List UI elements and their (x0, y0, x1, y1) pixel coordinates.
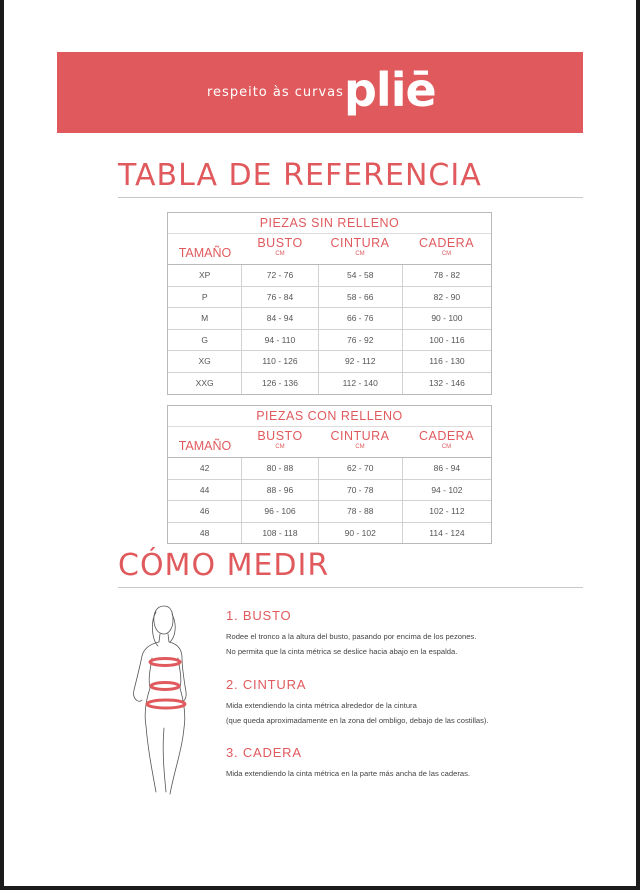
table-row (168, 265, 491, 286)
cell-waist: 70 - 78 (318, 480, 402, 501)
measure-bust (226, 608, 476, 659)
table-row (168, 286, 491, 308)
brand-logo: pliē (344, 63, 436, 117)
header-hip-label: CADERA (418, 429, 475, 443)
reference-title: TABLA DE REFERENCIA (118, 158, 482, 193)
cell-hip: 78 - 82 (402, 265, 491, 286)
header-unit: CM (355, 444, 365, 450)
size-guide-page (4, 0, 636, 886)
measure-waist-title: 2. CINTURA (226, 677, 307, 692)
header-unit: CM (275, 444, 285, 450)
cell-size: G (201, 334, 208, 345)
cell-hip: 102 - 112 (402, 501, 491, 522)
measure-bust-line: Rodee el tronco a la altura del busto, pasando por encima de los pezones. (226, 632, 477, 641)
measure-bust-line: No permita que la cinta métrica se deslice hacia abajo en la espalda. (226, 647, 458, 656)
cell-waist: 54 - 58 (318, 265, 402, 286)
table-row (168, 458, 491, 479)
cell-waist: 58 - 66 (318, 287, 402, 308)
table-body (168, 265, 491, 394)
cell-size: 46 (199, 506, 210, 517)
table-row (168, 350, 491, 372)
measure-divider (118, 587, 583, 588)
table-row (168, 329, 491, 351)
table-row (168, 307, 491, 329)
reference-divider (118, 197, 583, 198)
cell-hip: 86 - 94 (402, 458, 491, 479)
cell-size: 42 (199, 463, 210, 473)
cell-bust: 126 - 136 (241, 373, 317, 394)
header-unit: CM (441, 251, 452, 257)
cell-waist: 76 - 92 (318, 330, 402, 351)
measure-title: CÓMO MEDIR (118, 548, 330, 583)
table-title: PIEZAS CON RELLENO (168, 406, 491, 427)
cell-hip: 82 - 90 (402, 287, 491, 308)
header-bust-label: BUSTO (257, 236, 303, 250)
table-unpadded (167, 212, 492, 395)
measure-waist-line: (que queda aproximadamente en la zona del ombligo, debajo de las costillas). (226, 716, 489, 725)
cell-hip: 90 - 100 (402, 308, 491, 329)
cell-bust: 88 - 96 (241, 480, 317, 501)
header-waist (318, 427, 402, 457)
cell-size: XG (198, 356, 211, 367)
cell-hip: 94 - 102 (402, 480, 491, 501)
measure-waist (226, 677, 489, 728)
measure-hip (226, 745, 470, 781)
brand-tagline: respeito às curvas (207, 85, 344, 100)
cell-hip: 116 - 130 (402, 351, 491, 372)
table-header (168, 234, 491, 265)
table-padded (167, 405, 492, 544)
cell-size: P (201, 291, 208, 302)
table-row (168, 479, 491, 501)
cell-bust: 84 - 94 (241, 308, 317, 329)
header-size: TAMAÑO (178, 439, 232, 453)
table-row (168, 522, 491, 544)
brand-banner (57, 52, 583, 133)
cell-bust: 108 - 118 (241, 523, 317, 544)
cell-size: XP (198, 270, 211, 280)
cell-size: 44 (199, 484, 210, 495)
table-header (168, 427, 491, 458)
cell-bust: 76 - 84 (241, 287, 317, 308)
cell-hip: 132 - 146 (402, 373, 491, 394)
table-row (168, 500, 491, 522)
cell-waist: 92 - 112 (318, 351, 402, 372)
header-waist-label: CINTURA (330, 236, 390, 250)
measure-hip-line: Mida extendiendo la cinta métrica en la parte más ancha de las caderas. (226, 769, 470, 778)
table-body (168, 458, 491, 543)
cell-bust: 94 - 110 (241, 330, 317, 351)
cell-bust: 96 - 106 (241, 501, 317, 522)
cell-waist: 62 - 70 (318, 458, 402, 479)
cell-waist: 66 - 76 (318, 308, 402, 329)
table-title: PIEZAS SIN RELLENO (168, 213, 491, 234)
measure-bust-title: 1. BUSTO (226, 608, 292, 623)
header-unit: CM (275, 251, 285, 257)
measure-hip-title: 3. CADERA (226, 745, 302, 760)
header-hip-label: CADERA (418, 236, 475, 250)
header-hip (402, 427, 491, 457)
header-waist-label: CINTURA (330, 429, 390, 443)
cell-waist: 112 - 140 (318, 373, 402, 394)
cell-size: M (201, 313, 209, 324)
header-size: TAMAÑO (178, 246, 232, 260)
cell-bust: 72 - 76 (241, 265, 317, 286)
header-unit: CM (441, 444, 452, 450)
cell-size: XXG (195, 377, 214, 388)
cell-waist: 90 - 102 (318, 523, 402, 544)
header-waist (318, 234, 402, 264)
cell-waist: 78 - 88 (318, 501, 402, 522)
header-bust-label: BUSTO (257, 429, 303, 443)
cell-size: 48 (199, 527, 210, 538)
header-bust (242, 427, 318, 457)
cell-hip: 114 - 124 (402, 523, 491, 544)
measure-waist-line: Mida extendiendo la cinta métrica alrededor de la cintura (226, 701, 417, 710)
cell-bust: 110 - 126 (241, 351, 317, 372)
header-unit: CM (355, 251, 365, 257)
body-figure-illustration (112, 600, 222, 800)
header-bust (242, 234, 318, 264)
cell-hip: 100 - 116 (402, 330, 491, 351)
header-hip (402, 234, 491, 264)
table-row (168, 372, 491, 394)
cell-bust: 80 - 88 (241, 458, 317, 479)
